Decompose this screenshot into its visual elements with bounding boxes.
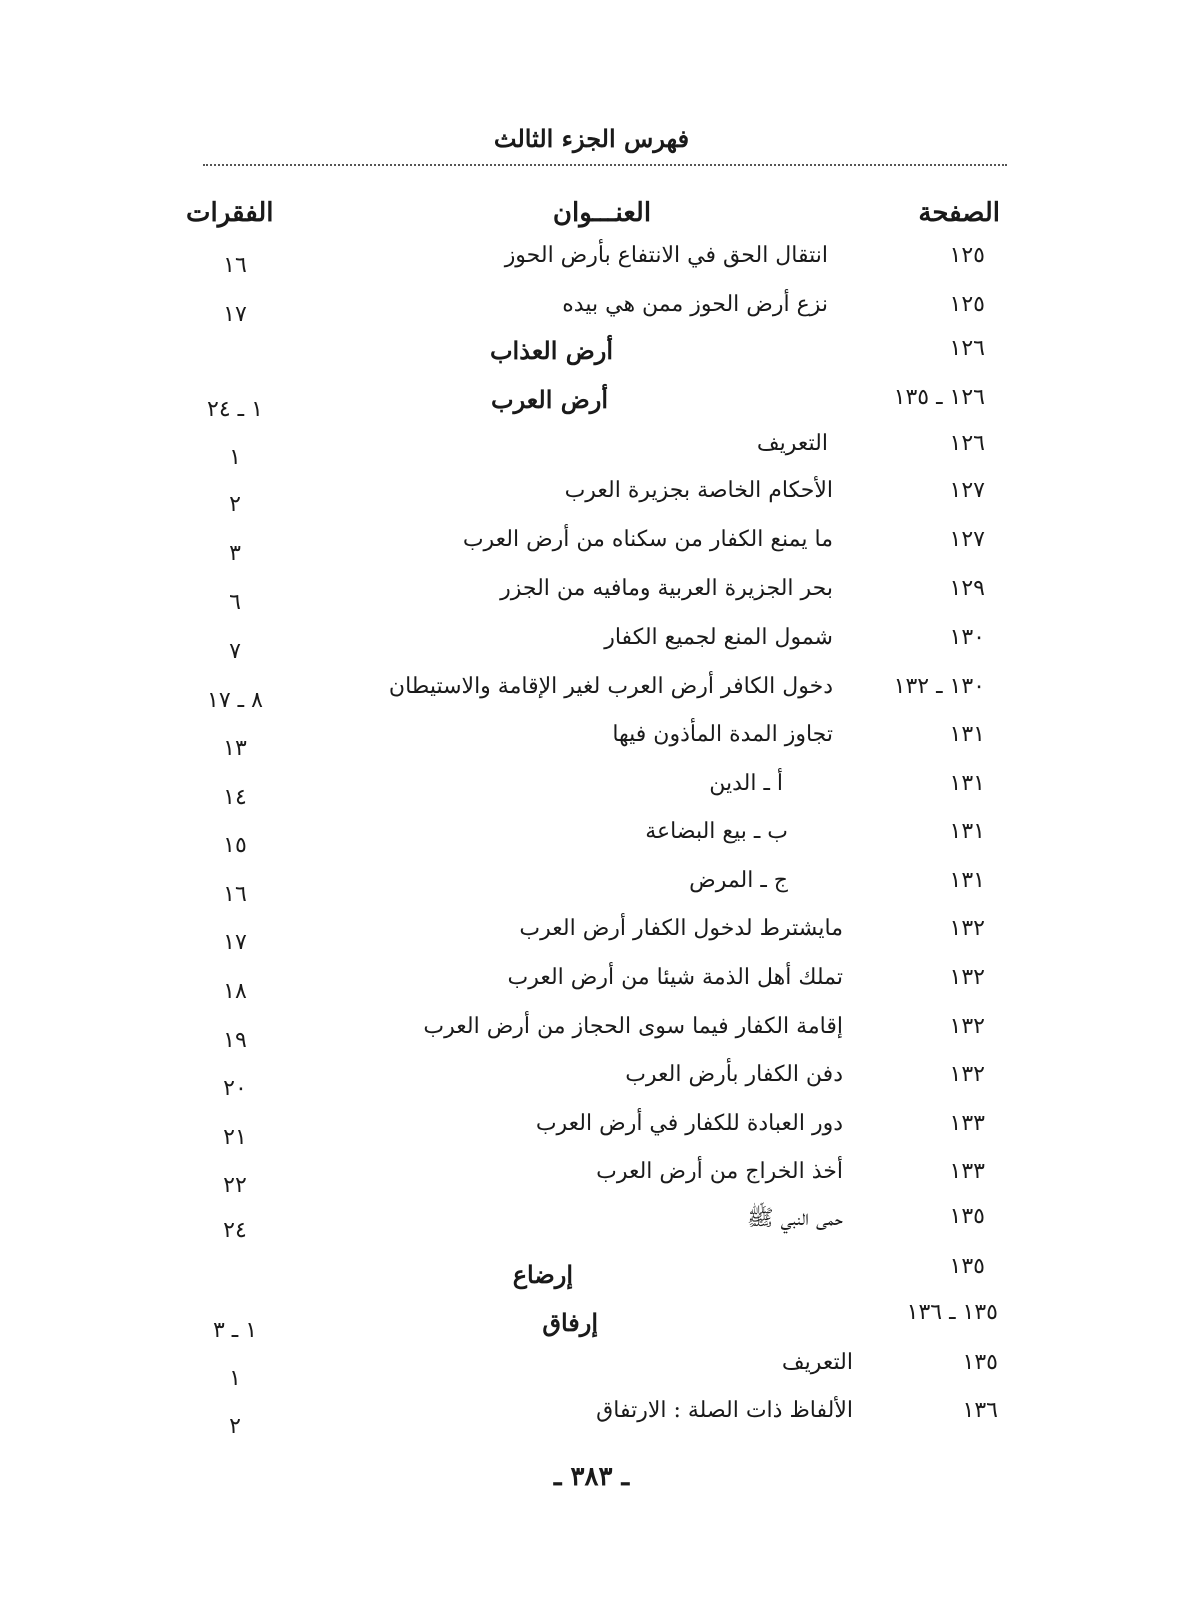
entry-paragraphs: ١٦ [223, 253, 247, 278]
entry-title: التعريف [756, 431, 828, 456]
entry-title: إرضاع [512, 1260, 573, 1289]
entry-page: ١٣١ [949, 722, 985, 747]
entry-title: ج ـ المرض [689, 868, 788, 893]
entry-title: تجاوز المدة المأذون فيها [612, 722, 833, 747]
entry-paragraphs: ١٨ [223, 979, 247, 1004]
entry-page: ١٣٢ [949, 1062, 985, 1087]
index-entry [0, 674, 1183, 714]
entry-paragraphs: ٦ [229, 590, 241, 615]
index-entry [0, 431, 1183, 471]
entry-title: ما يمنع الكفار من سكناه من أرض العرب [462, 527, 833, 552]
entry-title: نزع أرض الحوز ممن هي بيده [562, 292, 828, 317]
entry-page: ١٢٦ [949, 431, 985, 456]
entry-title: أرض العذاب [489, 336, 613, 365]
entry-page: ١٢٥ [949, 292, 985, 317]
entry-paragraphs: ١ [229, 1366, 241, 1391]
entry-page: ١٣٣ [949, 1111, 985, 1136]
entry-page: ١٣٥ [949, 1254, 985, 1279]
index-entry [0, 916, 1183, 956]
index-entry [0, 819, 1183, 859]
entry-title: دور العبادة للكفار في أرض العرب [535, 1111, 843, 1136]
entry-page: ١٣٥ [962, 1350, 998, 1375]
entry-paragraphs: ١٧ [223, 302, 247, 327]
entry-page: ١٢٧ [949, 527, 985, 552]
entry-page: ١٣٥ [949, 1204, 985, 1229]
entry-page: ١٣٣ [949, 1159, 985, 1184]
entry-page: ١٣٢ [949, 916, 985, 941]
entry-paragraphs: ٢٠ [223, 1076, 247, 1101]
column-header-page: الصفحة [918, 198, 1000, 228]
index-entry [0, 1350, 1183, 1390]
index-entry [0, 243, 1183, 283]
entry-title: التعريف [781, 1350, 853, 1375]
entry-paragraphs: ٧ [229, 639, 241, 664]
entry-paragraphs: ١ ـ ٣ [212, 1318, 258, 1343]
entry-title: شمول المنع لجميع الكفار [604, 625, 833, 650]
entry-title: انتقال الحق في الانتفاع بأرض الحوز [504, 243, 828, 268]
entry-paragraphs: ١ [229, 445, 241, 470]
entry-paragraphs: ١٧ [223, 930, 247, 955]
index-entry [0, 868, 1183, 908]
entry-title: إرفاق [542, 1308, 598, 1337]
entry-title: دخول الكافر أرض العرب لغير الإقامة والاستيطان [388, 674, 833, 699]
entry-paragraphs: ١٩ [223, 1028, 247, 1053]
index-entry [0, 1204, 1183, 1244]
column-header-paragraphs: الفقرات [186, 198, 274, 228]
index-entry [0, 1159, 1183, 1199]
entry-paragraphs: ١٤ [223, 785, 247, 810]
entry-paragraphs: ٢١ [223, 1125, 247, 1150]
entry-title: دفن الكفار بأرض العرب [625, 1062, 843, 1087]
index-entry [0, 1111, 1183, 1151]
entry-page: ١٣٦ [962, 1398, 998, 1423]
page-number: ـ ٣٨٣ ـ [553, 1462, 630, 1492]
index-entry [0, 1062, 1183, 1102]
entry-paragraphs: ١٥ [223, 833, 247, 858]
entry-paragraphs: ٣ [229, 541, 241, 566]
entry-page: ١٣٠ [949, 625, 985, 650]
entry-page: ١٣١ [949, 771, 985, 796]
entry-page: ١٣١ [949, 868, 985, 893]
index-entry [0, 771, 1183, 811]
entry-paragraphs: ٢ [229, 1414, 241, 1439]
entry-title: بحر الجزيرة العربية ومافيه من الجزر [500, 576, 833, 601]
entry-page: ١٣٠ ـ ١٣٢ [893, 674, 985, 699]
entry-title: أرض العرب [490, 385, 608, 414]
index-entry [0, 1300, 1183, 1343]
entry-page: ١٣٥ ـ ١٣٦ [906, 1300, 998, 1325]
index-entry [0, 385, 1183, 425]
entry-title: ب ـ بيع البضاعة [645, 819, 788, 844]
entry-title: أخذ الخراج من أرض العرب [596, 1159, 843, 1184]
index-entry [0, 965, 1183, 1005]
entry-title: تملك أهل الذمة شيئا من أرض العرب [507, 965, 843, 990]
entry-page: ١٢٦ ـ ١٣٥ [893, 385, 985, 410]
entry-page: ١٣٢ [949, 1014, 985, 1039]
entry-paragraphs: ١٦ [223, 882, 247, 907]
entry-paragraphs: ١٣ [223, 736, 247, 761]
entry-page: ١٢٧ [949, 478, 985, 503]
index-title: فهرس الجزء الثالث [493, 124, 690, 153]
entry-page: ١٣٢ [949, 965, 985, 990]
entry-title: الألفاظ ذات الصلة : الارتفاق [596, 1398, 853, 1423]
index-entry [0, 625, 1183, 665]
entry-paragraphs: ٢٤ [223, 1218, 247, 1243]
index-entry [0, 292, 1183, 332]
entry-title: حمى النبي ﷺ [747, 1206, 843, 1231]
index-entry [0, 722, 1183, 762]
index-entry [0, 1254, 1183, 1294]
column-header-title: العنـــوان [552, 198, 652, 228]
entry-page: ١٢٥ [949, 243, 985, 268]
entry-page: ١٢٦ [949, 336, 985, 361]
entry-paragraphs: ٢٢ [223, 1173, 247, 1198]
entry-paragraphs: ٢ [229, 492, 241, 517]
entry-title: الأحكام الخاصة بجزيرة العرب [564, 478, 833, 503]
entry-title: إقامة الكفار فيما سوى الحجاز من أرض العرب [423, 1014, 843, 1039]
index-entry [0, 576, 1183, 616]
index-entry [0, 336, 1183, 376]
entry-title: مايشترط لدخول الكفار أرض العرب [519, 916, 843, 941]
entry-paragraphs: ١ ـ ٢٤ [207, 397, 263, 422]
index-entry [0, 1398, 1183, 1438]
entry-page: ١٢٩ [949, 576, 985, 601]
entry-paragraphs: ٨ ـ ١٧ [207, 688, 263, 713]
index-entry [0, 527, 1183, 567]
index-entry [0, 478, 1183, 518]
index-entry [0, 1014, 1183, 1054]
entry-page: ١٣١ [949, 819, 985, 844]
entry-title: أ ـ الدين [709, 771, 783, 796]
